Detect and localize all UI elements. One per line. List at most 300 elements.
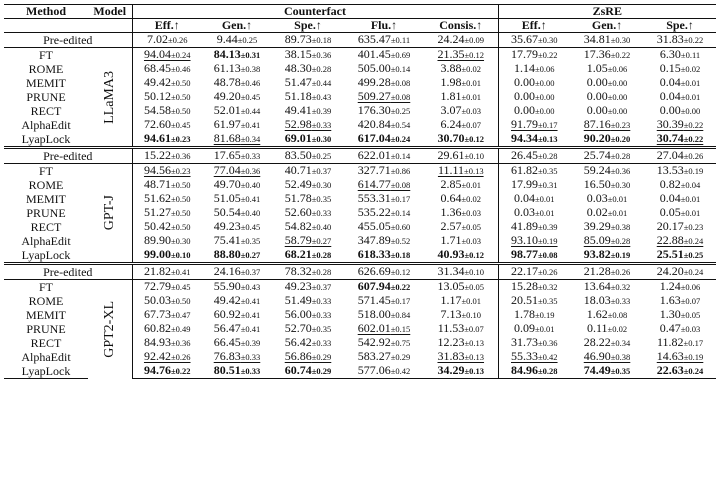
std-error: ±0.03 bbox=[461, 106, 482, 116]
metric-cell bbox=[344, 350, 424, 364]
method-name: PRUNE bbox=[26, 90, 66, 104]
metric-cell bbox=[344, 192, 424, 206]
std-error: ±0.11 bbox=[390, 35, 411, 45]
metric-cell bbox=[132, 280, 202, 295]
metric-value: 21.35 bbox=[437, 47, 465, 61]
metric-value: 46.90 bbox=[583, 350, 611, 363]
std-error: ±0.37 bbox=[311, 166, 332, 176]
std-error: ±0.28 bbox=[538, 151, 558, 161]
metric-value: 22.17 bbox=[511, 264, 538, 278]
std-error: ±0.23 bbox=[683, 222, 704, 232]
metric-cell bbox=[272, 280, 344, 295]
std-error: ±0.13 bbox=[464, 352, 485, 362]
metric-value: 13.53 bbox=[656, 163, 684, 177]
metric-cell bbox=[272, 322, 344, 336]
std-error: ±0.40 bbox=[311, 222, 332, 232]
metric-cell bbox=[644, 76, 716, 90]
metric-value: 49.42 bbox=[143, 76, 171, 89]
metric-cell bbox=[272, 192, 344, 206]
std-error: ±0.01 bbox=[607, 208, 628, 218]
metric-value: 17.79 bbox=[511, 47, 538, 61]
metric-value: 60.82 bbox=[143, 322, 171, 335]
metric-value: 83.50 bbox=[284, 148, 312, 162]
metric-value: 25.51 bbox=[656, 248, 684, 261]
metric-cell bbox=[344, 132, 424, 148]
metric-cell bbox=[132, 164, 202, 179]
metric-value: 28.22 bbox=[583, 336, 611, 349]
std-error: ±0.36 bbox=[240, 166, 261, 176]
std-error: ±0.30 bbox=[610, 35, 631, 45]
std-error: ±0.50 bbox=[170, 92, 191, 102]
metric-value: 31.73 bbox=[511, 336, 538, 349]
std-error: ±0.06 bbox=[535, 64, 555, 74]
std-error: ±0.04 bbox=[680, 180, 701, 190]
metric-value: 12.23 bbox=[437, 336, 465, 349]
std-error: ±0.10 bbox=[170, 250, 191, 260]
std-error: ±0.36 bbox=[170, 338, 191, 348]
std-error: ±0.10 bbox=[464, 151, 485, 161]
method-name: Pre-edited bbox=[4, 148, 132, 164]
metric-value: 420.84 bbox=[357, 118, 391, 131]
metric-cell bbox=[132, 33, 202, 48]
metric-value: 87.16 bbox=[583, 118, 611, 131]
metric-cell bbox=[272, 178, 344, 192]
metric-value: 542.92 bbox=[357, 336, 391, 349]
std-error: ±0.03 bbox=[680, 324, 701, 334]
metric-value: 59.24 bbox=[583, 163, 611, 177]
std-error: ±0.26 bbox=[538, 267, 558, 277]
metric-value: 25.74 bbox=[583, 148, 611, 162]
metric-cell bbox=[570, 336, 644, 350]
std-error: ±0.25 bbox=[311, 151, 332, 161]
metric-cell bbox=[570, 308, 644, 322]
std-error: ±0.25 bbox=[390, 106, 411, 116]
metric-value: 75.41 bbox=[213, 234, 241, 247]
metric-value: 92.42 bbox=[143, 350, 171, 363]
std-error: ±0.45 bbox=[240, 92, 261, 102]
metric-cell bbox=[644, 206, 716, 220]
metric-cell bbox=[498, 322, 570, 336]
metric-cell bbox=[424, 350, 498, 364]
metric-value: 51.47 bbox=[284, 76, 312, 89]
std-error: ±0.50 bbox=[170, 296, 191, 306]
std-error: ±0.22 bbox=[683, 120, 704, 130]
metric-cell bbox=[498, 76, 570, 90]
metric-cell bbox=[498, 62, 570, 76]
std-error: ±0.09 bbox=[464, 35, 485, 45]
metric-cell bbox=[570, 164, 644, 179]
std-error: ±0.84 bbox=[390, 310, 411, 320]
metric-value: 78.32 bbox=[284, 264, 312, 278]
metric-value: 3.88 bbox=[440, 62, 462, 75]
metric-cell bbox=[202, 220, 272, 234]
metric-value: 52.98 bbox=[284, 118, 312, 131]
metric-cell bbox=[202, 164, 272, 179]
header-metric: Spe.↑ bbox=[644, 19, 716, 33]
std-error: ±0.01 bbox=[461, 92, 482, 102]
std-error: ±0.39 bbox=[538, 222, 558, 232]
metric-cell bbox=[202, 33, 272, 48]
metric-value: 93.10 bbox=[511, 234, 538, 247]
metric-cell bbox=[644, 178, 716, 192]
metric-cell bbox=[424, 364, 498, 379]
metric-value: 85.09 bbox=[583, 234, 611, 247]
metric-value: 626.69 bbox=[357, 264, 391, 278]
std-error: ±0.13 bbox=[464, 366, 485, 376]
metric-value: 66.45 bbox=[213, 336, 241, 349]
table-row-pre-edited bbox=[4, 148, 716, 164]
metric-cell bbox=[498, 248, 570, 264]
metric-cell bbox=[202, 308, 272, 322]
std-error: ±0.02 bbox=[680, 64, 701, 74]
metric-value: 51.49 bbox=[284, 294, 312, 307]
metric-cell bbox=[272, 164, 344, 179]
metric-value: 69.01 bbox=[284, 132, 312, 145]
std-error: ±0.42 bbox=[538, 352, 558, 362]
metric-cell bbox=[498, 364, 570, 379]
header-metric: Spe.↑ bbox=[272, 19, 344, 33]
metric-value: 2.57 bbox=[440, 220, 462, 233]
method-name: FT bbox=[38, 47, 53, 62]
metric-header-row bbox=[4, 19, 716, 33]
metric-value: 68.21 bbox=[284, 248, 312, 261]
std-error: ±0.22 bbox=[683, 35, 704, 45]
std-error: ±0.19 bbox=[683, 166, 704, 176]
metric-value: 176.30 bbox=[357, 104, 391, 117]
metric-cell bbox=[132, 206, 202, 220]
metric-cell bbox=[202, 104, 272, 118]
std-error: ±0.08 bbox=[390, 78, 411, 88]
metric-value: 607.94 bbox=[357, 279, 391, 293]
metric-cell bbox=[132, 192, 202, 206]
metric-value: 553.31 bbox=[357, 192, 391, 205]
method-name: PRUNE bbox=[26, 322, 66, 336]
std-error: ±0.02 bbox=[461, 194, 482, 204]
metric-value: 51.62 bbox=[143, 192, 171, 205]
metric-value: 583.27 bbox=[357, 350, 391, 363]
std-error: ±0.35 bbox=[311, 324, 332, 334]
metric-value: 52.49 bbox=[284, 178, 312, 191]
metric-cell bbox=[424, 308, 498, 322]
metric-cell bbox=[644, 294, 716, 308]
metric-value: 20.51 bbox=[511, 294, 538, 307]
std-error: ±0.25 bbox=[237, 35, 258, 45]
metric-cell bbox=[498, 48, 570, 63]
metric-cell bbox=[644, 48, 716, 63]
std-error: ±0.17 bbox=[683, 338, 704, 348]
std-error: ±0.30 bbox=[538, 35, 558, 45]
metric-cell bbox=[272, 90, 344, 104]
metric-cell bbox=[644, 220, 716, 234]
metric-value: 21.82 bbox=[143, 264, 171, 278]
metric-value: 60.74 bbox=[284, 364, 312, 377]
metric-value: 99.00 bbox=[143, 248, 171, 261]
metric-value: 49.23 bbox=[284, 279, 312, 293]
metric-value: 635.47 bbox=[357, 32, 391, 46]
metric-value: 499.28 bbox=[357, 76, 391, 89]
table-row-pre-edited bbox=[4, 264, 716, 280]
metric-cell bbox=[644, 62, 716, 76]
metric-value: 56.00 bbox=[284, 308, 312, 321]
metric-value: 94.56 bbox=[143, 163, 171, 177]
metric-value: 0.82 bbox=[659, 178, 681, 191]
method-name: Pre-edited bbox=[4, 264, 132, 280]
std-error: ±0.36 bbox=[170, 151, 191, 161]
metric-value: 17.65 bbox=[213, 148, 241, 162]
std-error: ±0.41 bbox=[240, 324, 261, 334]
metric-value: 54.82 bbox=[284, 220, 312, 233]
metric-cell bbox=[272, 248, 344, 264]
std-error: ±0.37 bbox=[311, 282, 332, 292]
std-error: ±0.30 bbox=[610, 180, 631, 190]
metric-cell bbox=[424, 48, 498, 63]
std-error: ±0.17 bbox=[538, 120, 558, 130]
std-error: ±0.19 bbox=[683, 352, 704, 362]
method-name: AlphaEdit bbox=[21, 234, 71, 248]
std-error: ±0.34 bbox=[610, 338, 631, 348]
metric-value: 94.61 bbox=[143, 132, 171, 145]
std-error: ±0.41 bbox=[240, 310, 261, 320]
metric-cell bbox=[570, 48, 644, 63]
metric-cell bbox=[570, 33, 644, 48]
method-name: LyapLock bbox=[4, 364, 88, 379]
metric-cell bbox=[424, 62, 498, 76]
metric-value: 55.33 bbox=[511, 350, 538, 363]
std-error: ±0.28 bbox=[610, 151, 631, 161]
std-error: ±0.13 bbox=[538, 134, 558, 144]
std-error: ±0.22 bbox=[538, 50, 558, 60]
metric-cell bbox=[644, 118, 716, 132]
std-error: ±0.43 bbox=[311, 92, 332, 102]
metric-value: 602.01 bbox=[357, 322, 391, 335]
std-error: ±0.41 bbox=[240, 296, 261, 306]
metric-value: 34.29 bbox=[437, 364, 465, 377]
std-error: ±0.01 bbox=[461, 78, 482, 88]
std-error: ±0.10 bbox=[464, 267, 485, 277]
metric-cell bbox=[644, 350, 716, 364]
std-error: ±0.29 bbox=[311, 352, 332, 362]
std-error: ±0.22 bbox=[390, 282, 411, 292]
model-name: LLaMA3 bbox=[102, 70, 118, 124]
metric-value: 50.42 bbox=[143, 220, 171, 233]
std-error: ±0.31 bbox=[240, 50, 261, 60]
metric-value: 3.07 bbox=[440, 104, 462, 117]
metric-value: 88.80 bbox=[213, 248, 241, 261]
std-error: ±0.25 bbox=[683, 250, 704, 260]
std-error: ±0.40 bbox=[240, 180, 261, 190]
metric-cell bbox=[498, 164, 570, 179]
metric-value: 50.54 bbox=[213, 206, 241, 219]
metric-cell bbox=[424, 148, 498, 164]
std-error: ±0.35 bbox=[240, 236, 261, 246]
std-error: ±0.31 bbox=[538, 180, 558, 190]
metric-cell bbox=[272, 62, 344, 76]
std-error: ±0.15 bbox=[390, 324, 411, 334]
std-error: ±0.14 bbox=[390, 64, 411, 74]
table-row bbox=[4, 280, 716, 295]
std-error: ±0.03 bbox=[461, 208, 482, 218]
table-row bbox=[4, 164, 716, 179]
metric-value: 52.60 bbox=[284, 206, 312, 219]
std-error: ±0.47 bbox=[170, 310, 191, 320]
std-error: ±0.41 bbox=[170, 267, 191, 277]
blank-header-cell bbox=[88, 19, 132, 33]
std-error: ±0.50 bbox=[170, 194, 191, 204]
std-error: ±0.36 bbox=[538, 338, 558, 348]
metric-cell bbox=[344, 294, 424, 308]
metric-value: 455.05 bbox=[357, 220, 391, 233]
metric-value: 24.24 bbox=[437, 32, 465, 46]
std-error: ±0.17 bbox=[390, 296, 411, 306]
metric-value: 35.67 bbox=[511, 32, 538, 46]
metric-value: 49.23 bbox=[213, 220, 241, 233]
std-error: ±0.33 bbox=[311, 120, 332, 130]
metric-cell bbox=[132, 322, 202, 336]
method-name: AlphaEdit bbox=[21, 118, 71, 132]
metric-cell bbox=[570, 90, 644, 104]
std-error: ±0.01 bbox=[680, 194, 701, 204]
std-error: ±0.43 bbox=[240, 282, 261, 292]
metric-cell bbox=[570, 192, 644, 206]
metric-cell bbox=[424, 248, 498, 264]
metric-cell bbox=[644, 308, 716, 322]
std-error: ±0.23 bbox=[170, 134, 191, 144]
std-error: ±0.36 bbox=[610, 166, 631, 176]
metric-value: 98.77 bbox=[511, 248, 538, 261]
metric-cell bbox=[644, 234, 716, 248]
metric-cell bbox=[202, 148, 272, 164]
std-error: ±0.33 bbox=[311, 338, 332, 348]
metric-cell bbox=[202, 132, 272, 148]
metric-cell bbox=[202, 322, 272, 336]
std-error: ±0.30 bbox=[170, 236, 191, 246]
std-error: ±0.00 bbox=[607, 78, 628, 88]
header-model: Model bbox=[93, 4, 127, 18]
metric-value: 622.01 bbox=[357, 148, 391, 162]
std-error: ±0.45 bbox=[170, 282, 191, 292]
metric-cell bbox=[424, 264, 498, 280]
metric-cell bbox=[272, 148, 344, 164]
metric-cell bbox=[272, 364, 344, 379]
std-error: ±0.26 bbox=[610, 267, 631, 277]
metric-cell bbox=[344, 220, 424, 234]
metric-cell bbox=[570, 220, 644, 234]
metric-value: 77.04 bbox=[213, 163, 241, 177]
metric-cell bbox=[272, 206, 344, 220]
metric-cell bbox=[644, 248, 716, 264]
std-error: ±0.35 bbox=[538, 296, 558, 306]
metric-cell bbox=[570, 76, 644, 90]
metric-cell bbox=[132, 264, 202, 280]
std-error: ±0.00 bbox=[535, 106, 555, 116]
metric-value: 1.36 bbox=[440, 206, 462, 219]
std-error: ±0.24 bbox=[170, 50, 191, 60]
metric-cell bbox=[570, 322, 644, 336]
std-error: ±0.29 bbox=[311, 366, 332, 376]
metric-cell bbox=[498, 104, 570, 118]
metric-value: 51.05 bbox=[213, 192, 241, 205]
std-error: ±0.00 bbox=[535, 92, 555, 102]
metric-cell bbox=[132, 220, 202, 234]
metric-value: 0.64 bbox=[440, 192, 462, 205]
metric-cell bbox=[132, 364, 202, 379]
metric-value: 81.68 bbox=[213, 132, 241, 145]
std-error: ±0.00 bbox=[607, 106, 628, 116]
std-error: ±0.05 bbox=[464, 282, 485, 292]
metric-cell bbox=[424, 192, 498, 206]
metric-value: 0.03 bbox=[514, 206, 535, 219]
metric-value: 401.45 bbox=[357, 47, 391, 61]
metric-cell bbox=[272, 294, 344, 308]
std-error: ±0.18 bbox=[390, 250, 411, 260]
std-error: ±0.34 bbox=[240, 134, 261, 144]
metric-cell bbox=[424, 234, 498, 248]
method-name: RECT bbox=[30, 104, 62, 118]
metric-cell bbox=[570, 364, 644, 379]
metric-value: 94.04 bbox=[143, 47, 171, 61]
metric-cell bbox=[344, 164, 424, 179]
std-error: ±0.49 bbox=[170, 324, 191, 334]
metric-value: 347.89 bbox=[357, 234, 391, 247]
metric-value: 27.04 bbox=[656, 148, 684, 162]
metric-cell bbox=[344, 308, 424, 322]
metric-cell bbox=[498, 280, 570, 295]
std-error: ±0.50 bbox=[170, 106, 191, 116]
metric-value: 7.02 bbox=[146, 32, 168, 46]
header-metric: Eff.↑ bbox=[498, 19, 570, 33]
metric-value: 31.83 bbox=[656, 32, 684, 46]
model-name: GPT2-XL bbox=[102, 300, 118, 358]
metric-value: 51.27 bbox=[143, 206, 171, 219]
metric-cell bbox=[644, 280, 716, 295]
metric-value: 577.06 bbox=[357, 364, 391, 377]
std-error: ±0.46 bbox=[240, 78, 261, 88]
metric-value: 29.61 bbox=[437, 148, 465, 162]
std-error: ±0.19 bbox=[538, 236, 558, 246]
metric-value: 54.58 bbox=[143, 104, 171, 117]
metric-value: 84.93 bbox=[143, 336, 171, 349]
metric-cell bbox=[272, 220, 344, 234]
metric-cell bbox=[498, 264, 570, 280]
metric-value: 617.04 bbox=[357, 132, 391, 145]
metric-cell bbox=[498, 220, 570, 234]
metric-value: 48.78 bbox=[213, 76, 241, 89]
std-error: ±0.50 bbox=[170, 78, 191, 88]
std-error: ±0.33 bbox=[240, 151, 261, 161]
metric-value: 22.63 bbox=[656, 364, 684, 377]
metric-value: 30.70 bbox=[437, 132, 465, 145]
metric-value: 26.45 bbox=[511, 148, 538, 162]
metric-cell bbox=[498, 178, 570, 192]
metric-cell bbox=[272, 48, 344, 63]
std-error: ±0.24 bbox=[390, 134, 411, 144]
metric-value: 91.79 bbox=[511, 118, 538, 131]
metric-cell bbox=[644, 90, 716, 104]
metric-value: 50.03 bbox=[143, 294, 171, 307]
results-table bbox=[4, 4, 716, 379]
metric-value: 1.05 bbox=[586, 62, 608, 75]
header-zsre: ZsRE bbox=[498, 5, 716, 19]
std-error: ±0.29 bbox=[390, 352, 411, 362]
std-error: ±0.26 bbox=[683, 151, 704, 161]
std-error: ±0.01 bbox=[680, 208, 701, 218]
metric-cell bbox=[132, 62, 202, 76]
metric-value: 39.29 bbox=[583, 220, 611, 233]
metric-value: 0.03 bbox=[586, 192, 608, 205]
std-error: ±0.13 bbox=[464, 338, 485, 348]
model-name-cell bbox=[88, 48, 132, 148]
metric-cell bbox=[570, 178, 644, 192]
